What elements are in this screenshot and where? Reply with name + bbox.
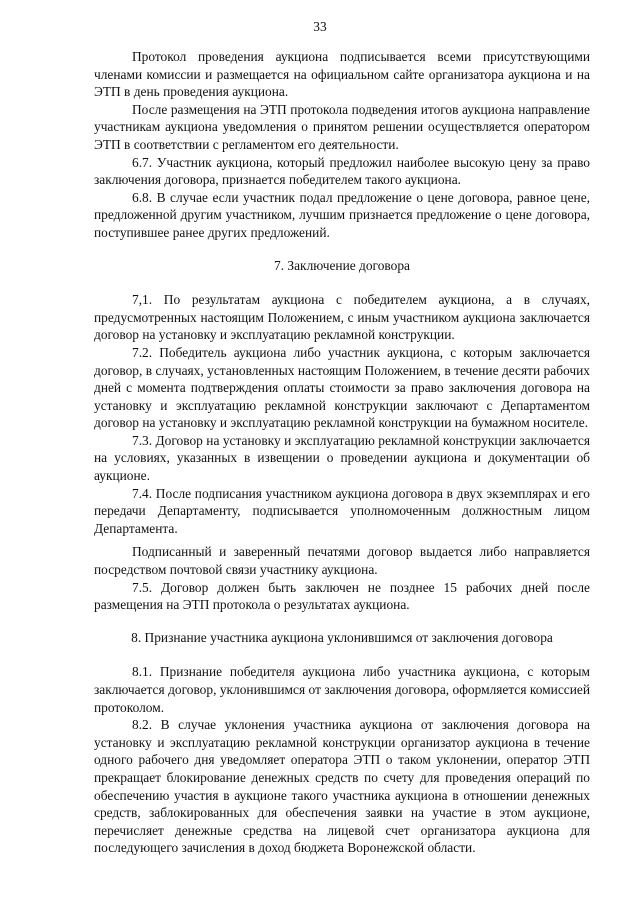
section-8-heading: 8. Признание участника аукциона уклонившимся от заключения договора <box>131 629 553 645</box>
paragraph-7-1: 7,1. По результатам аукциона с победителем аукциона, а в случаях, предусмотренных настоящим Положением, с иным участником аукциона заключается договор на установку и эксплуатацию рекламной конструкции. <box>94 292 590 343</box>
paragraph-6-7: 6.7. Участник аукциона, который предложил наиболее высокую цену за право заключения договора, признается победителем такого аукциона. <box>94 154 590 188</box>
paragraph-protocol-signing: Протокол проведения аукциона подписывается всеми присутствующими членами комиссии и размещается на официальном сайте организатора аукциона и на ЭТП в день проведения аукциона. <box>94 49 590 100</box>
document-body <box>94 48 590 857</box>
paragraph-7-5: 7.5. Договор должен быть заключен не позднее 15 рабочих дней после размещения на ЭТП протокола о результатах аукциона. <box>94 579 590 613</box>
paragraph-notification: После размещения на ЭТП протокола подведения итогов аукциона направление участникам аукциона уведомления о принятом решении осуществляется оператором ЭТП в соответствии с регламентом его деятельности. <box>94 101 590 152</box>
paragraph-8-1: 8.1. Признание победителя аукциона либо участника аукциона, с которым заключается договор, уклонившимся от заключения договора, оформляется комиссией протоколом. <box>94 664 590 715</box>
paragraph-7-2: 7.2. Победитель аукциона либо участник аукциона, с которым заключается договор, в случаях, установленных настоящим Положением, в течение десяти рабочих дней с момента подтверждения оплаты стоимости за право заключения договора на установку и эксплуатацию рекламной конструкции заключают с Департаментом договор на установку и эксплуатацию рекламной конструкции на бумажном носителе. <box>94 344 590 431</box>
page-number: 33 <box>313 19 327 34</box>
section-7-heading: 7. Заключение договора <box>274 257 410 273</box>
paragraph-7-4: 7.4. После подписания участником аукциона договора в двух экземплярах и его передачи Департаменту, подписывается уполномоченным должностным лицом Департамента. <box>94 485 590 536</box>
paragraph-7-4-signed: Подписанный и заверенный печатями договор выдается либо направляется посредством почтовой связи участнику аукциона. <box>94 544 590 578</box>
paragraph-6-8: 6.8. В случае если участник подал предложение о цене договора, равное цене, предложенной другим участником, лучшим признается предложение о цене договора, поступившее ранее других предложений. <box>94 189 590 240</box>
paragraph-8-2: 8.2. В случае уклонения участника аукциона от заключения договора на установку и эксплуатацию рекламной конструкции организатор аукциона в течение одного рабочего дня уведомляет оператора ЭТП о таком уклонении, оператор ЭТП прекращает блокирование денежных средств по счету для проведения операций по обеспечению участия в аукционе такого участника аукциона в отношении денежных средств, заблокированных для обеспечения заявки на участие в этом аукционе, перечисляет денежные средства на лицевой счет организатора аукциона для последующего зачисления в доход бюджета Воронежской области. <box>94 717 590 856</box>
paragraph-7-3: 7.3. Договор на установку и эксплуатацию рекламной конструкции заключается на условиях, указанных в извещении о проведении аукциона и документации об аукционе. <box>94 432 590 484</box>
